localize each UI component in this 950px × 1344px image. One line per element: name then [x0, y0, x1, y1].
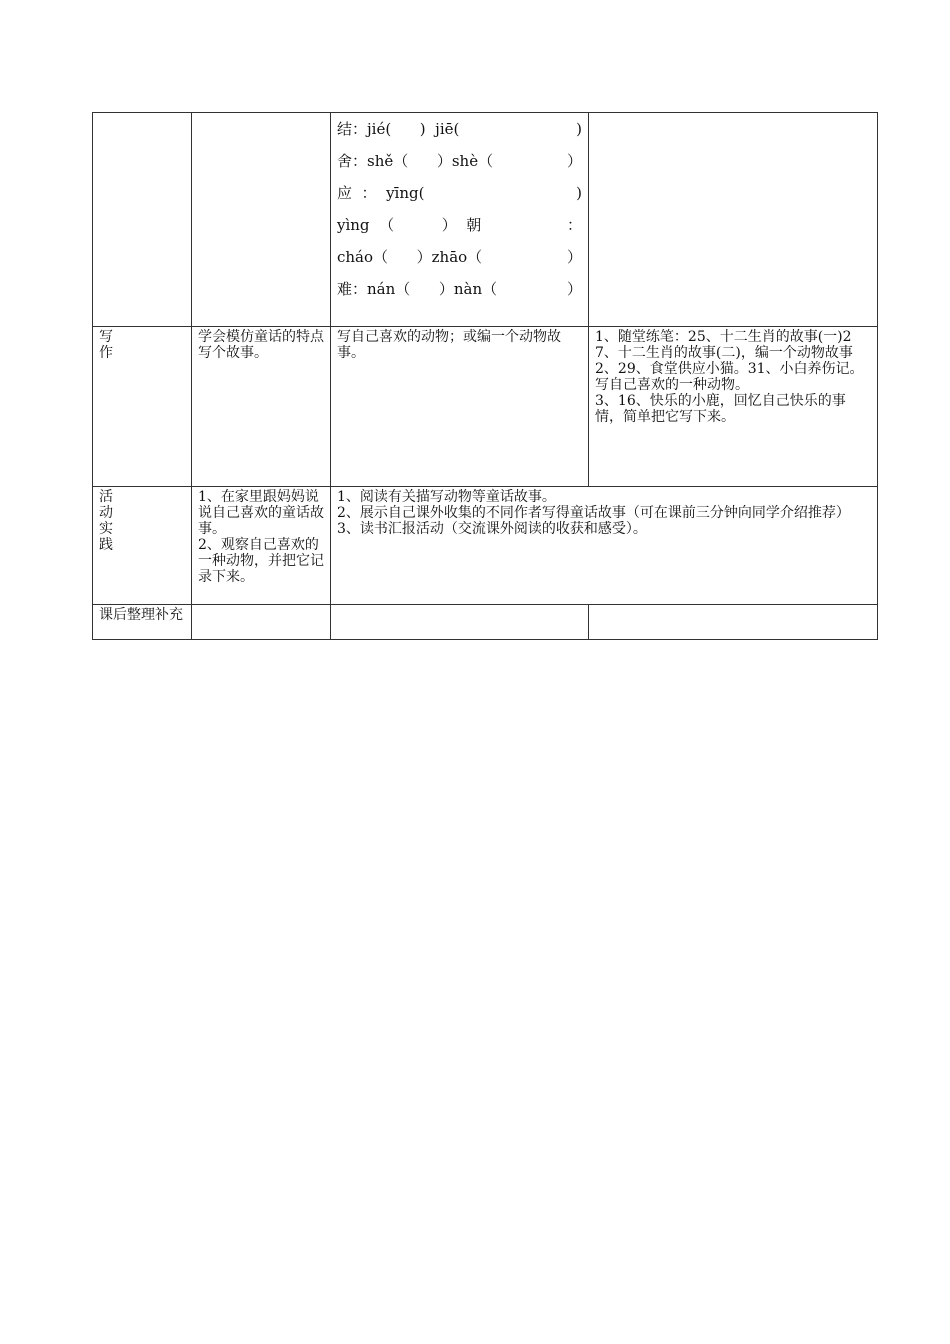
exercise-item: 1、随堂练笔：25、十二生肖的故事(一)27、十二生肖的故事(二)，编一个动物故事: [595, 329, 853, 361]
class-activity-item: 3、读书汇报活动（交流课外阅读的收获和感受）。: [337, 521, 647, 537]
exercise-item: 3、16、快乐的小鹿，回忆自己快乐的事情，简单把它写下来。: [595, 393, 846, 425]
pinyin-line: 结：jié( ) jiē( ): [337, 120, 582, 138]
pinyin-line: cháo（ ）zhāo（ ）: [337, 248, 582, 266]
notes-row: [93, 605, 878, 640]
notes-cell: [192, 605, 331, 640]
class-activity-item: 2、展示自己课外收集的不同作者写得童话故事（可在课前三分钟向同学介绍推荐）: [337, 505, 850, 521]
activity-category-cell: 活 动 实 践: [93, 487, 192, 605]
pinyin-goal-cell: [192, 113, 331, 327]
lesson-plan-table: [92, 112, 878, 640]
pinyin-content-cell: [331, 113, 589, 327]
pinyin-line: 难：nán（ ）nàn（ ）: [337, 280, 582, 298]
writing-row: [93, 327, 878, 487]
pinyin-line: 应 ： yīng( ): [337, 184, 582, 202]
writing-content-cell: 写自己喜欢的动物；或编一个动物故事。: [331, 327, 589, 487]
pinyin-row: [93, 113, 878, 327]
notes-cell: [589, 605, 878, 640]
writing-goal-cell: 学会模仿童话的特点写个故事。: [192, 327, 331, 487]
exercise-item: 2、29、食堂供应小猫。31、小白养伤记。写自己喜欢的一种动物。: [595, 361, 864, 393]
notes-label-cell: 课后整理补充: [93, 605, 192, 640]
pinyin-line: 舍：shě（ ）shè（ ）: [337, 152, 582, 170]
class-activity-item: 1、阅读有关描写动物等童话故事。: [337, 489, 556, 505]
home-task-item: 2、观察自己喜欢的一种动物，并把它记录下来。: [198, 537, 324, 585]
activity-home-cell: [192, 487, 331, 605]
home-task-item: 1、在家里跟妈妈说说自己喜欢的童话故事。: [198, 489, 324, 537]
pinyin-line: yìng （ ） 朝 ：: [337, 216, 582, 234]
notes-cell: [331, 605, 589, 640]
pinyin-exercise-cell: [589, 113, 878, 327]
writing-category-cell: 写 作: [93, 327, 192, 487]
pinyin-category-cell: [93, 113, 192, 327]
writing-exercise-cell: [589, 327, 878, 487]
activity-class-cell: [331, 487, 878, 605]
activity-row: [93, 487, 878, 605]
